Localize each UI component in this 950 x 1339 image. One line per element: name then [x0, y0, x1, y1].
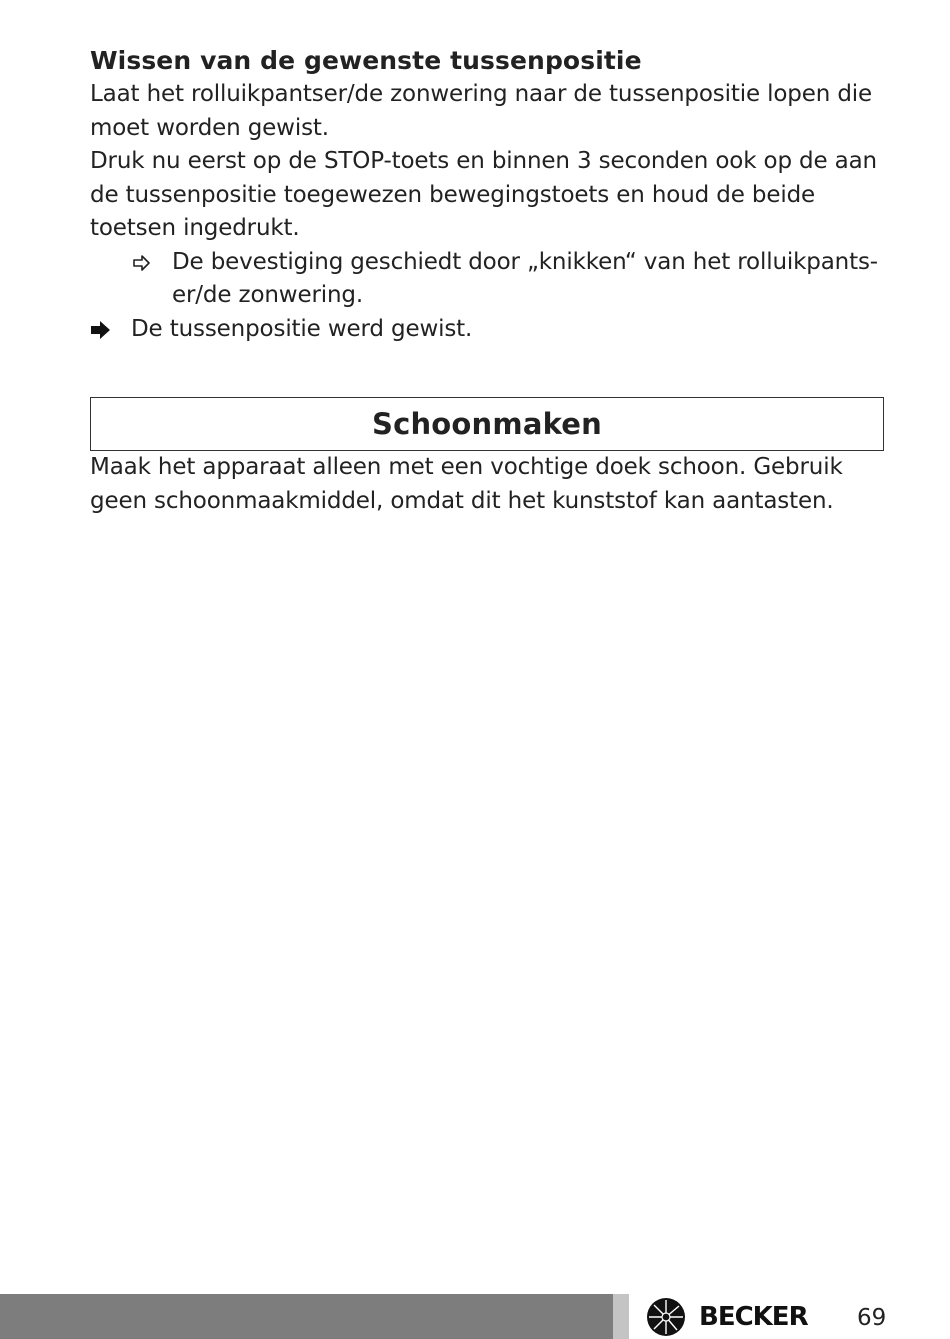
instruction-paragraph-2: Druk nu eerst op de STOP-toets en binnen 3 seconden ook op de aan de tussenpositie toegewezen bewegingstoets en houd de beide toetsen ingedrukt.: [90, 148, 877, 241]
hollow-arrow-right-icon: [132, 246, 152, 279]
solid-arrow-right-icon: [90, 313, 112, 346]
section-title-cleaning: Schoonmaken: [371, 407, 603, 441]
becker-logo-icon: [646, 1297, 686, 1337]
page-number: 69: [857, 1305, 887, 1331]
page-content: [90, 44, 890, 518]
final-result-text: De tussenpositie werd gewist.: [131, 315, 473, 342]
result-text-line-2: er/de zonwering.: [172, 282, 364, 308]
section-heading-delete-position: Wissen van de gewenste tussenpositie: [90, 46, 642, 75]
footer-bar-accent: [613, 1294, 629, 1339]
result-item: [90, 246, 890, 313]
brand-name: BECKER: [699, 1302, 808, 1332]
final-result-item: [90, 313, 890, 347]
cleaning-paragraph: Maak het apparaat alleen met een vochtige doek schoon. Gebruik geen schoonmaakmiddel, omdat dit het kunststof kan aantasten.: [90, 454, 843, 514]
result-text-line-1: De bevestiging geschiedt door „knikken“ van het rolluikpants-: [172, 248, 878, 275]
footer-bar: [0, 1294, 613, 1339]
instruction-paragraph-1: Laat het rolluikpantser/de zonwering naar de tussenpositie lopen die moet worden gewist.: [90, 81, 873, 141]
section-title-box: [90, 397, 884, 451]
